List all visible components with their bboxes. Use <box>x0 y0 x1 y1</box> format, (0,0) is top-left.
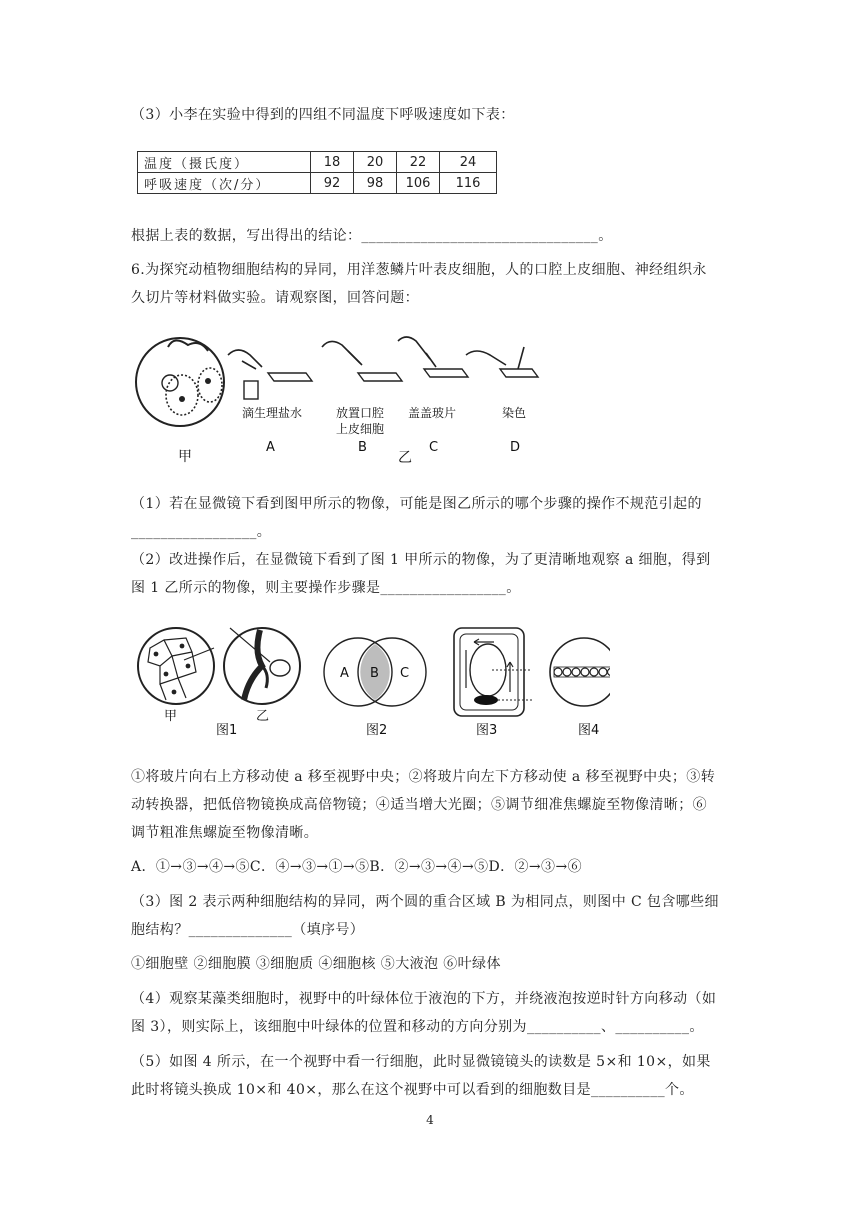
ops-line2: 动转换器，把低倍物镜换成高倍物镜；④适当增大光圈；⑤调节细准焦螺旋至物像清晰；⑥ <box>131 797 707 813</box>
fig3-algae-cell <box>454 628 532 716</box>
step-c-illustration <box>398 337 468 377</box>
respiration-table <box>137 151 497 194</box>
ops-line1: ①将玻片向右上方移动使 a 移至视野中央；②将玻片向左下方移动使 a 移至视野中央；③转 <box>131 769 716 785</box>
figures-1-to-4 <box>130 622 610 744</box>
label-jia: 甲 <box>178 449 192 465</box>
fig1-jia-view <box>138 628 214 704</box>
step-a-letter: A <box>266 440 275 455</box>
label-yi: 乙 <box>398 450 412 466</box>
step-c-letter: C <box>429 440 439 455</box>
table-cell: 温度（摄氏度） <box>138 152 311 173</box>
fig3-caption: 图3 <box>476 723 498 738</box>
structures-list: ①细胞壁 ②细胞膜 ③细胞质 ④细胞核 ⑤大液泡 ⑥叶绿体 <box>131 956 501 972</box>
page-number: 4 <box>426 1113 434 1127</box>
step-a-illustration <box>228 350 312 399</box>
fig1-caption: 图1 <box>216 723 238 738</box>
table-cell: 呼吸速度（次/分） <box>138 173 311 194</box>
q6-line2: 久切片等材料做实验。请观察图，回答问题： <box>131 290 419 306</box>
table-cell: 92 <box>311 173 354 194</box>
step-d-letter: D <box>510 440 521 455</box>
step-b-letter: B <box>358 440 367 455</box>
ops-line3: 调节粗准焦螺旋至物像清晰。 <box>131 825 319 841</box>
fig4-caption: 图4 <box>578 723 600 738</box>
step-b-label2: 上皮细胞 <box>336 422 385 436</box>
q6-line1: 6.为探究动植物细胞结构的异同，用洋葱鳞片叶表皮细胞，人的口腔上皮细胞、神经组织永 <box>131 262 707 278</box>
venn-c-label: C <box>400 666 410 681</box>
s3-line1: （3）图 2 表示两种细胞结构的异同，两个圆的重合区域 B 为相同点，则图中 C 包含哪些细 <box>131 894 719 910</box>
venn-a-label: A <box>340 666 349 681</box>
step-b-label: 放置口腔 <box>336 406 385 420</box>
microscope-view-jia <box>136 338 224 426</box>
step-d-illustration <box>466 347 538 377</box>
venn-b-label: B <box>370 666 379 681</box>
fig1-jia-label: 甲 <box>164 709 178 724</box>
fig4-cell-row <box>550 638 610 706</box>
table-cell: 116 <box>440 173 497 194</box>
s4-line2: 图 3），则实际上，该细胞中叶绿体的位置和移动的方向分别为__________、__________。 <box>131 1019 704 1035</box>
slide-prep-figure <box>130 325 550 470</box>
table-cell: 22 <box>397 152 440 173</box>
table-cell: 106 <box>397 173 440 194</box>
table-cell: 18 <box>311 152 354 173</box>
s2-line2: 图 1 乙所示的物像，则主要操作步骤是_________________。 <box>131 580 521 596</box>
s2-line1: （2）改进操作后，在显微镜下看到了图 1 甲所示的物像，为了更清晰地观察 a 细胞，得到 <box>131 552 711 568</box>
table-row <box>138 152 497 173</box>
fig1-yi-label: 乙 <box>256 709 270 724</box>
s1-line1: （1）若在显微镜下看到图甲所示的物像，可能是图乙所示的哪个步骤的操作不规范引起的 <box>131 496 702 512</box>
step-d-label: 染色 <box>502 406 527 420</box>
s5-line1: （5）如图 4 所示，在一个视野中看一行细胞，此时显微镜镜头的读数是 5×和 10×，如果 <box>131 1054 711 1070</box>
table-cell: 98 <box>354 173 397 194</box>
step-a-label: 滴生理盐水 <box>242 406 303 420</box>
step-c-label: 盖盖玻片 <box>408 406 457 420</box>
s1-line2: _________________。 <box>131 524 272 540</box>
table-cell: 20 <box>354 152 397 173</box>
step-b-illustration <box>322 341 402 381</box>
s3-line2: 胞结构？______________（填序号） <box>131 922 365 938</box>
q3-intro: （3）小李在实验中得到的四组不同温度下呼吸速度如下表： <box>131 107 515 123</box>
table-cell: 24 <box>440 152 497 173</box>
fig1-yi-view <box>224 628 300 704</box>
q3-conclusion: 根据上表的数据，写出得出的结论：________________________________。 <box>131 228 613 244</box>
s4-line1: （4）观察某藻类细胞时，视野中的叶绿体位于液泡的下方，并绕液泡按逆时针方向移动（如 <box>131 991 717 1007</box>
answer-options: A．①→③→④→⑤C．④→③→①→⑤B．②→③→④→⑤D．②→③→⑥ <box>131 859 582 875</box>
fig2-caption: 图2 <box>366 723 388 738</box>
s5-line2: 此时将镜头换成 10×和 40×，那么在这个视野中可以看到的细胞数目是__________个。 <box>131 1082 694 1098</box>
table-row <box>138 173 497 194</box>
